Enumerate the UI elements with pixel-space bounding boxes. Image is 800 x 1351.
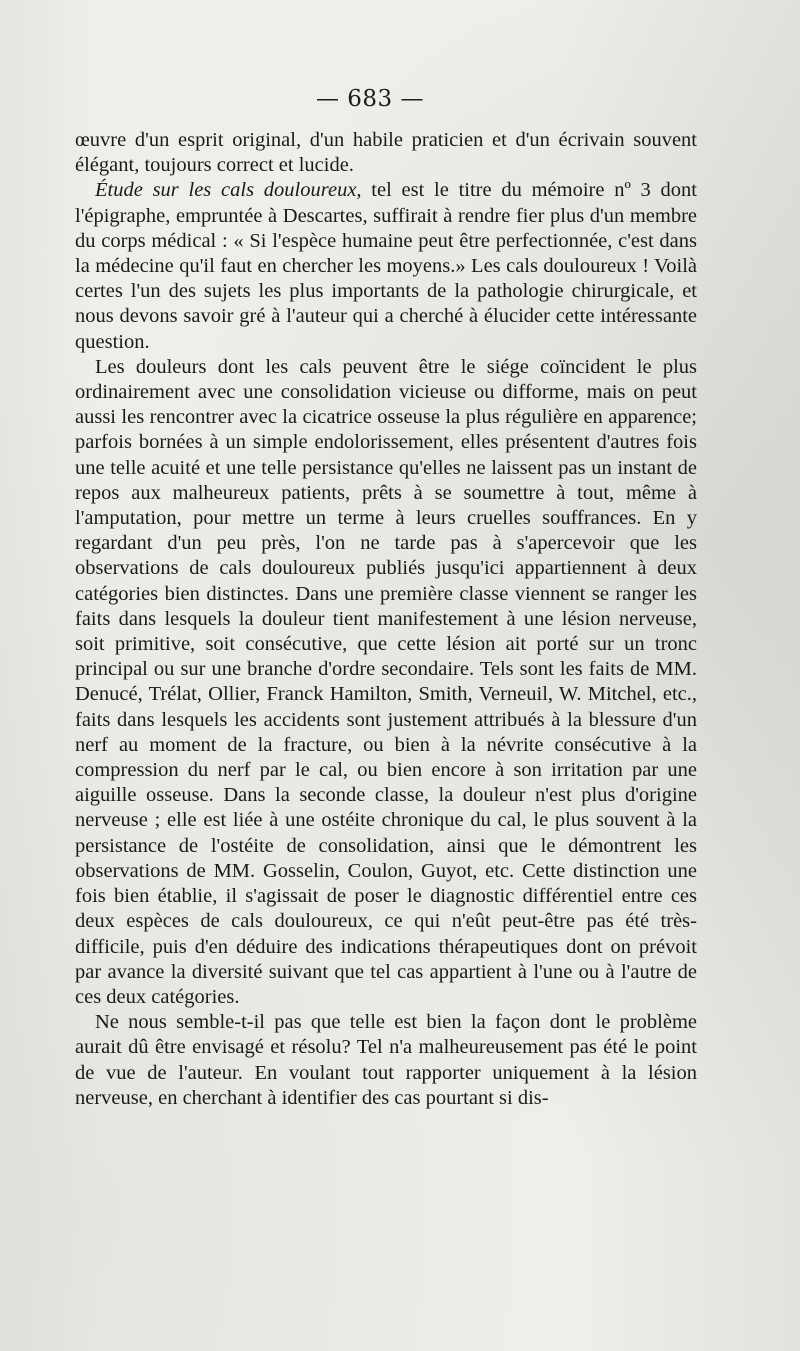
paragraph-text: Les douleurs dont les cals peuvent être le siége coïncident le plus ordinairement avec une consolidation vicieuse ou difforme, mais on peut aussi les rencontrer avec la cicatrice osseuse la plus régulière en apparence; parfois bornées à un simple endolorissement, elles présentent d'autres fois une telle acuité et une telle persistance qu'elles ne laissent pas un instant de repos aux malheureux patients, prêts à se soumettre à tout, même à l'amputation, pour mettre un terme à leurs cruelles souffrances. En y regardant d'un peu près, l'on ne tarde pas à s'apercevoir que les observations de cals douloureux publiés jusqu'ici appartiennent à deux catégories bien distinctes. Dans une première classe viennent se ranger les faits dans lesquels la douleur tient manifestement à une lésion nerveuse, soit primitive, soit consécutive, que cette lésion ait porté sur un tronc principal ou sur une branche d'ordre secondaire. Tels sont les faits de MM. Denucé, Trélat, Ollier, Franck Hamilton, Smith, Verneuil, W. Mitchel, etc., faits dans lesquels les accidents sont justement attribués à la blessure d'un nerf au moment de la fracture, ou bien à la névrite consécutive à la compression du nerf par le cal, ou bien encore à son irritation par une aiguille osseuse. Dans la seconde classe, la douleur n'est plus d'origine nerveuse ; elle est liée à une ostéite chronique du cal, le plus souvent à la persistance de l'ostéite de consolidation, ainsi que le démontrent les observations de MM. Gosselin, Coulon, Guyot, etc. Cette distinction une fois bien établie, il s'agissait de poser le diagnostic différentiel entre ces deux espèces de cals douloureux, ce qui n'eût peut-être pas été très-difficile, puis d'en déduire des indications thérapeutiques dont on prévoit par avance la diversité suivant que tel cas appartient à l'une ou à l'autre de ces deux catégories. [75, 355, 697, 1008]
paragraph [75, 355, 697, 1010]
paragraph [75, 128, 697, 178]
paragraph-text: tel est le titre du mémoire nº 3 dont l'épigraphe, empruntée à Descartes, suffirait à rendre fier plus d'un membre du corps médical : « Si l'espèce humaine peut être perfectionnée, c'est dans la médecine qu'il faut en chercher les moyens.» Les cals douloureux ! Voilà certes l'un des sujets les plus importants de la pathologie chirurgicale, et nous devons savoir gré à l'auteur qui a cherché à élucider cette intéressante question. [75, 179, 697, 353]
paragraph-text: œuvre d'un esprit original, d'un habile praticien et d'un écrivain souvent élégant, toujours correct et lucide. [75, 129, 697, 177]
paragraph [75, 178, 697, 354]
italic-title: Étude sur les cals douloureux, [95, 179, 362, 202]
page-number: — 683 — [315, 86, 425, 112]
body-text [75, 128, 697, 1111]
paragraph-text: Ne nous semble-t-il pas que telle est bien la façon dont le problème aurait dû être envisagé et résolu? Tel n'a malheureusement pas été le point de vue de l'auteur. En voulant tout rapporter uniquement à la lésion nerveuse, en cherchant à identifier des cas pourtant si dis- [75, 1011, 697, 1109]
paragraph [75, 1010, 697, 1111]
